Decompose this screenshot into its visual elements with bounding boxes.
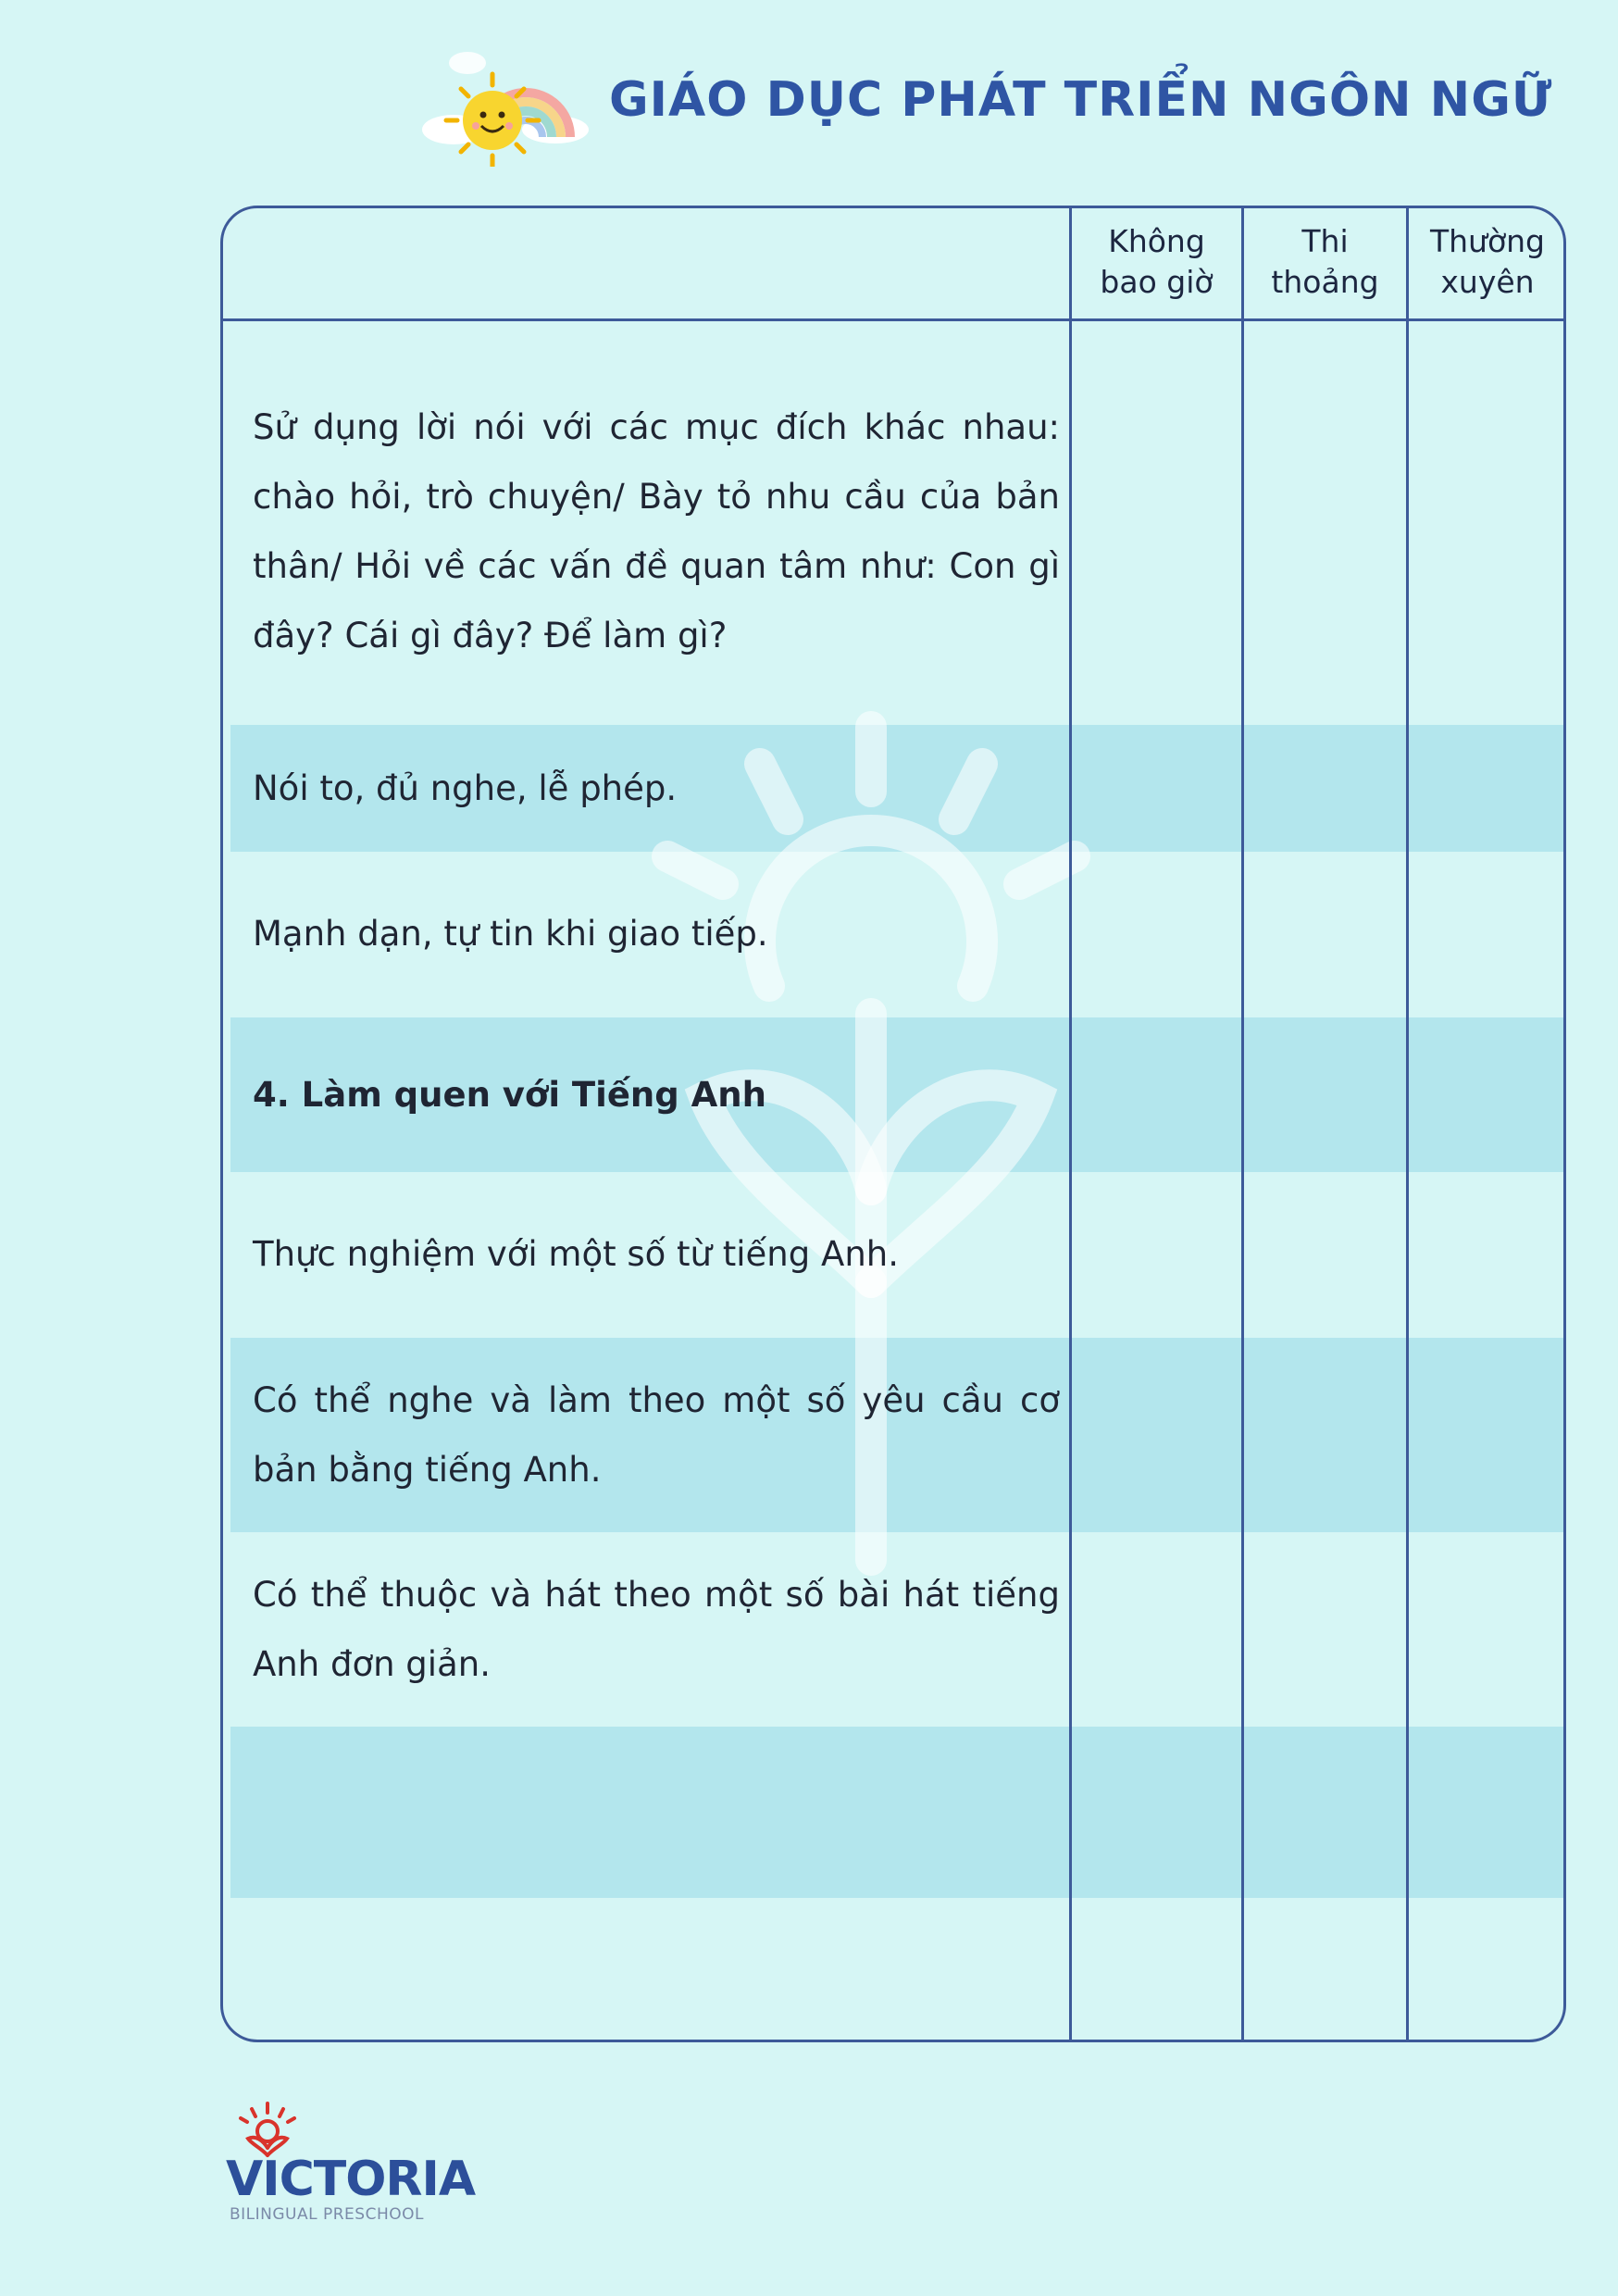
- table-row: Có thể nghe và làm theo một số yêu cầu cơ bản bằng tiếng Anh.: [253, 1380, 1060, 1490]
- logo-name: VICTORIA: [226, 2152, 476, 2207]
- column-divider: [1069, 208, 1072, 2040]
- column-header-sometimes: [1244, 221, 1406, 314]
- column-divider: [1406, 208, 1409, 2040]
- table-row: Có thể thuộc và hát theo một số bài hát tiếng Anh đơn giản.: [253, 1575, 1060, 1684]
- assessment-table: [220, 206, 1566, 2042]
- table-row: Nói to, đủ nghe, lễ phép.: [253, 768, 678, 808]
- header-divider: [223, 318, 1563, 321]
- column-header-line: Thường: [1429, 223, 1546, 259]
- column-header-line: Thi: [1301, 223, 1349, 259]
- column-header-often: [1409, 221, 1566, 314]
- logo-subtitle: BILINGUAL PRESCHOOL: [230, 2205, 424, 2224]
- column-divider: [1241, 208, 1244, 2040]
- column-header-never: [1072, 221, 1241, 314]
- page-title: GIÁO DỤC PHÁT TRIỂN NGÔN NGỮ: [609, 72, 1553, 128]
- sun-rainbow-icon: [417, 37, 602, 167]
- table-row: Thực nghiệm với một số từ tiếng Anh.: [253, 1234, 899, 1274]
- section-heading: 4. Làm quen với Tiếng Anh: [253, 1075, 766, 1115]
- column-header-line: Không: [1108, 223, 1205, 259]
- column-header-line: bao giờ: [1100, 264, 1214, 300]
- page-header: [417, 37, 1553, 167]
- table-row: Sử dụng lời nói với các mục đích khác nhau: chào hỏi, trò chuyện/ Bày tỏ nhu cầu của bản thân/ Hỏi về các vấn đề quan tâm như: Con gì đây? Cái gì đây? Để làm gì?: [253, 407, 1060, 655]
- column-header-line: thoảng: [1271, 264, 1379, 300]
- school-logo: [226, 2102, 476, 2224]
- column-header-line: xuyên: [1440, 264, 1535, 300]
- table-row: Mạnh dạn, tự tin khi giao tiếp.: [253, 914, 768, 954]
- row-band: [230, 1727, 1563, 1898]
